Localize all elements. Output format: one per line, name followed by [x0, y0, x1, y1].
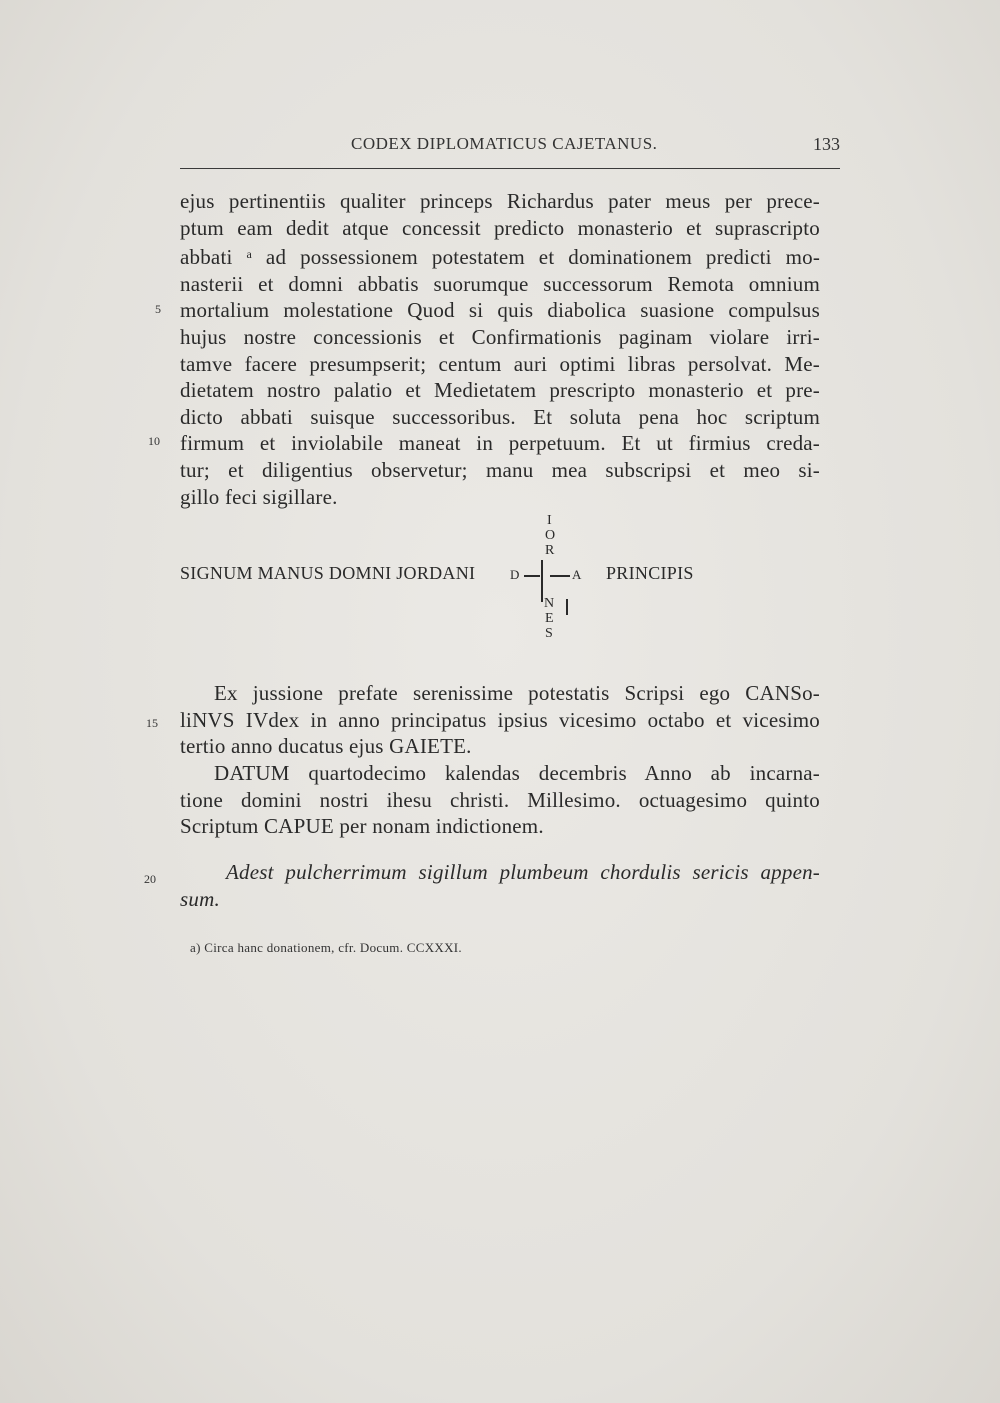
signum-suffix: PRINCIPIS — [606, 563, 694, 583]
running-title: CODEX DIPLOMATICUS CAJETANUS. — [351, 134, 658, 153]
text-line: gillo feci sigillare. — [180, 484, 338, 509]
text-line: ejus pertinentiis qualiter princeps Richardus pater meus per prece- — [180, 189, 820, 213]
running-header — [180, 134, 840, 162]
body-paragraph-2 — [180, 680, 820, 760]
text-line: sum. — [180, 886, 220, 911]
text-line: DATUM quartodecimo kalendas decembris Anno ab incarna- — [214, 761, 820, 785]
text-line: tur; et diligentius observetur; manu mea subscripsi et meo si- — [180, 457, 820, 482]
monogram-letter: I — [547, 513, 552, 528]
monogram-left-letter: D — [510, 567, 520, 582]
body-paragraph-3 — [180, 760, 820, 840]
monogram-letter: O — [545, 528, 556, 543]
text-fragment: ad possessionem potestatem et dominationem predicti mo- — [265, 245, 821, 270]
footnote-marker: a — [246, 247, 252, 262]
monogram-right-arm — [550, 575, 570, 577]
text-line: liNVS IVdex in anno principatus ipsius vicesimo octabo et vicesimo — [180, 707, 820, 732]
text-line: tione domini nostri ihesu christi. Millesimo. octuagesimo quinto — [180, 787, 820, 812]
monogram-letter: S — [545, 626, 553, 641]
text-line: dietatem nostro palatio et Medietatem prescripto monasterio et pre- — [180, 378, 820, 403]
line-number: 15 — [146, 716, 158, 730]
text-line: tertio anno ducatus ejus GAIETE. — [180, 734, 472, 759]
text-line — [180, 241, 820, 271]
text-line: Scriptum CAPUE per nonam indictionem. — [180, 814, 544, 839]
text-line: ptum eam dedit atque concessit predicto monasterio et suprascripto — [180, 215, 820, 240]
line-number: 5 — [155, 302, 161, 316]
monogram-left-arm — [524, 575, 540, 577]
text-line: mortalium molestatione Quod si quis diabolica suasione compulsus — [180, 298, 820, 323]
body-paragraph-4 — [180, 859, 820, 912]
text-line: nasterii et domni abbatis suorumque successorum Remota omnium — [180, 271, 820, 296]
line-number: 20 — [144, 872, 156, 886]
page-number: 133 — [813, 134, 840, 154]
monogram-stroke — [566, 599, 568, 615]
text-fragment: abbati — [180, 245, 233, 270]
text-line: Ex jussione prefate serenissime potestatis Scripsi ego CANSo- — [214, 681, 820, 705]
monogram-stem — [541, 560, 543, 602]
signum-prefix: SIGNUM MANUS DOMNI JORDANI — [180, 563, 476, 583]
header-rule — [180, 168, 840, 169]
text-line: firmum et inviolabile maneat in perpetuum. Et ut firmius creda- — [180, 431, 820, 456]
monogram-letter: N — [544, 596, 555, 611]
monogram-letter: R — [545, 543, 555, 558]
monogram-letter: E — [545, 611, 554, 626]
body-paragraph-1 — [180, 188, 820, 510]
text-line: hujus nostre concessionis et Confirmationis paginam violare irri- — [180, 324, 820, 349]
footnote: a) Circa hanc donationem, cfr. Docum. CCXXXI. — [190, 940, 462, 955]
text-line: dicto abbati suisque successoribus. Et soluta pena hoc scriptum — [180, 404, 820, 429]
line-number: 10 — [148, 434, 160, 448]
monogram-right-letter: A — [572, 567, 582, 582]
text-line: tamve facere presumpserit; centum auri optimi libras persolvat. Me- — [180, 351, 820, 376]
text-line: Adest pulcherrimum sigillum plumbeum chordulis sericis appen- — [226, 860, 820, 884]
